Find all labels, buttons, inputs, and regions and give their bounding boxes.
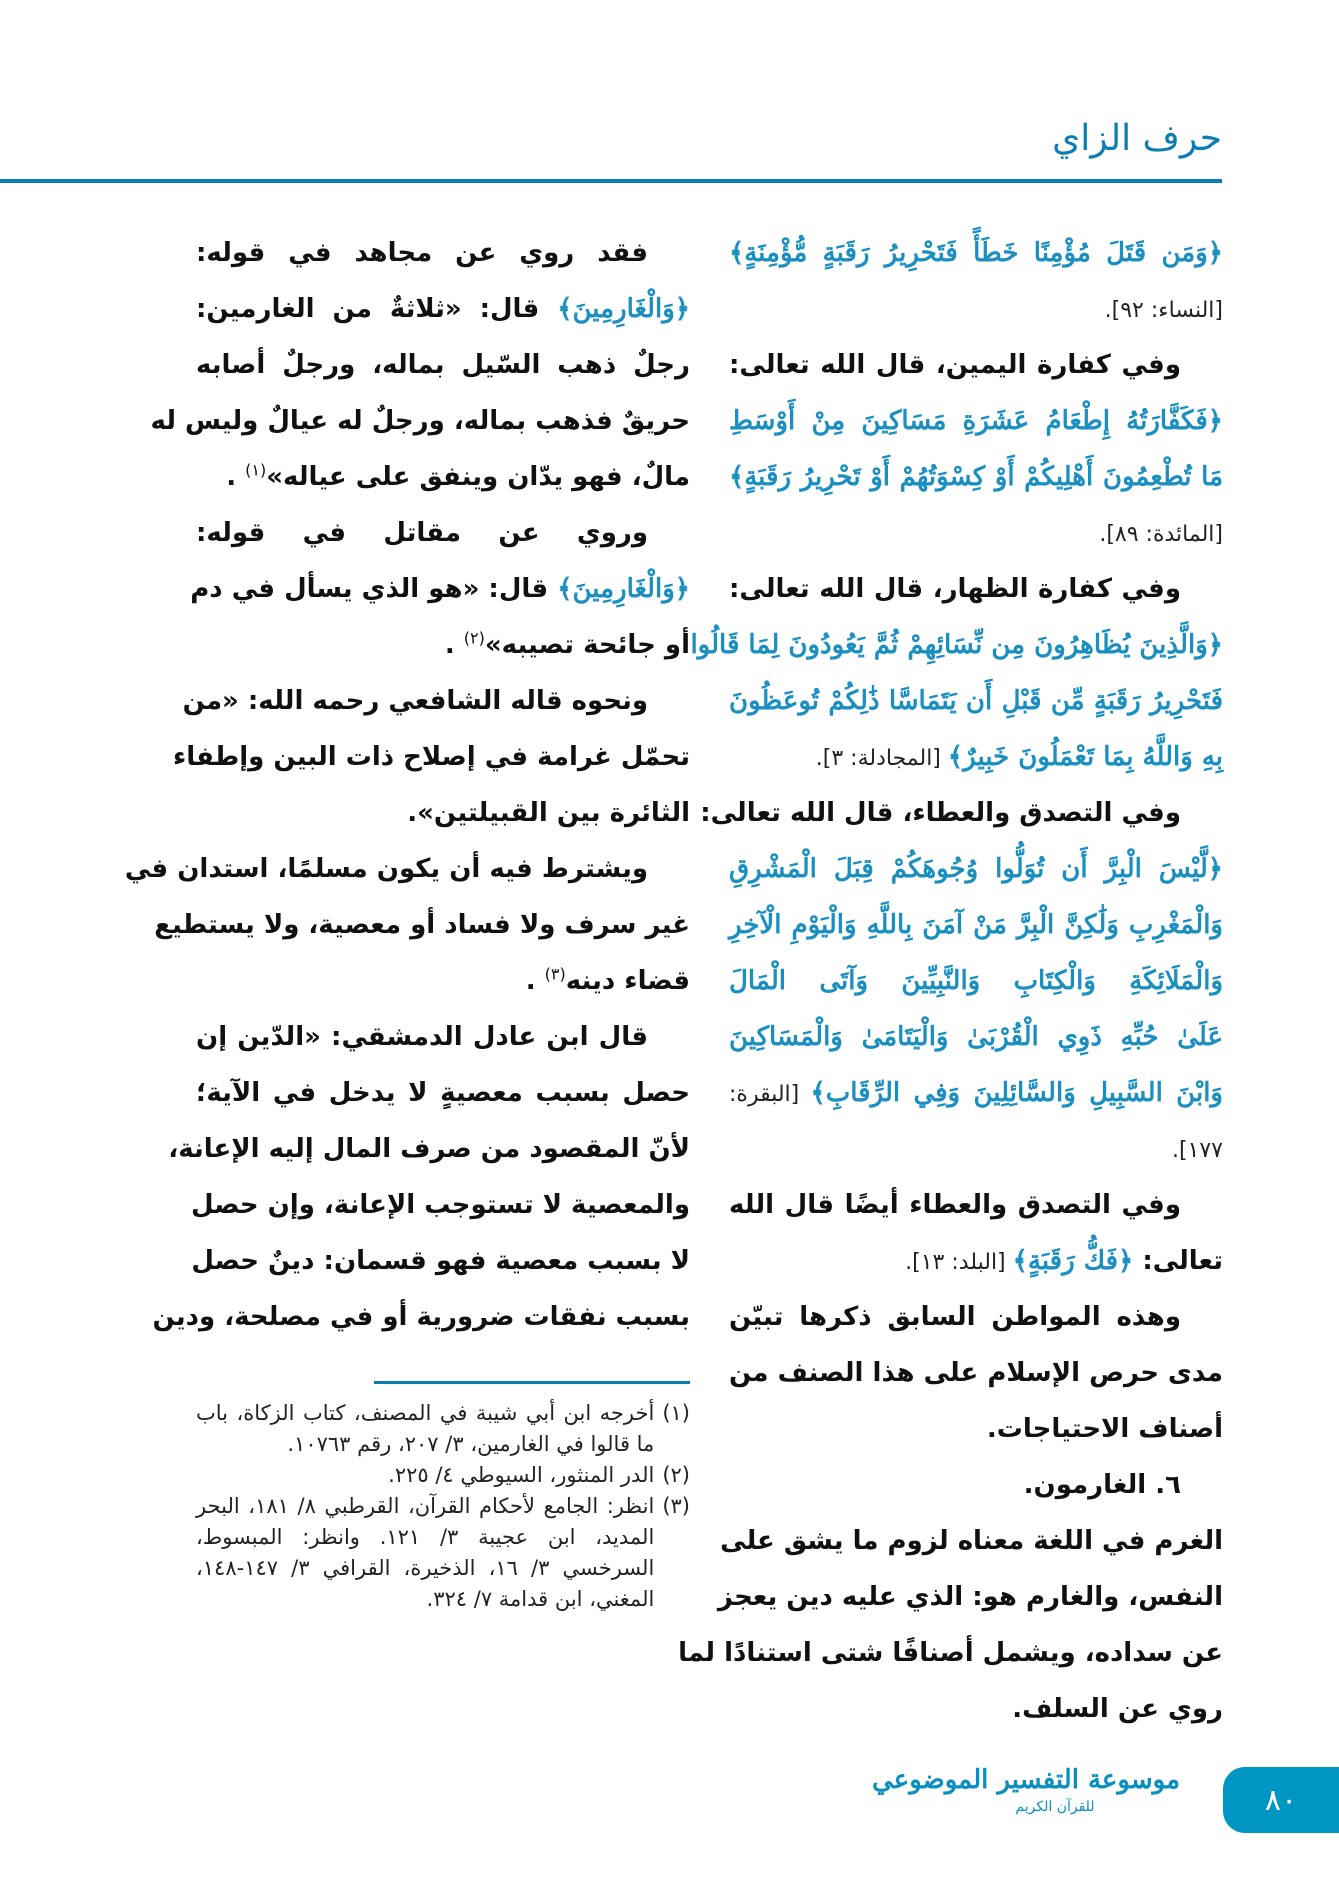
footnote-text: أخرجه ابن أبي شيبة في المصنف، كتاب الزكاة، باب ما قالوا في الغارمين، ٣/ ٢٠٧، رقم ١٠٧٦٣. (196, 1401, 655, 1456)
text-line (729, 1065, 1223, 1121)
text-line (729, 1177, 1223, 1233)
body-text: بسبب نفقات ضرورية أو في مصلحة، ودين (152, 1302, 690, 1332)
text-line (196, 225, 690, 281)
chapter-title: حرف الزاي (1052, 118, 1222, 159)
body-text: لا بسبب معصية فهو قسمان: دينٌ حصل (191, 1246, 690, 1276)
body-text: . (525, 966, 545, 996)
body-text: تعالى: (1133, 1246, 1223, 1276)
footnote (196, 1398, 690, 1460)
body-text: غير سرف ولا فساد أو معصية، ولا يستطيع (154, 910, 690, 940)
text-line (729, 393, 1223, 449)
verse-reference: [البقرة: (729, 1082, 811, 1107)
body-text: ويشترط فيه أن يكون مسلمًا، استدان في (124, 854, 648, 884)
text-line (182, 673, 690, 729)
footnote-marker[interactable]: (٣) (544, 964, 566, 984)
body-text: والمعصية لا تستوجب الإعانة، وإن حصل (191, 1190, 690, 1220)
text-line (678, 1625, 1223, 1681)
text-line (729, 1345, 1223, 1401)
body-text: وفي التصدق والعطاء، قال الله تعالى: (700, 798, 1181, 828)
text-line (729, 953, 1223, 1009)
text-line (196, 617, 690, 673)
text-line (729, 897, 1223, 953)
text-line (191, 1233, 690, 1289)
text-line (729, 1121, 1223, 1177)
verse-reference: [المجادلة: ٣]. (815, 746, 948, 771)
left-column (124, 225, 690, 1345)
body-text: قال: «هو الذي يسأل في دم (190, 574, 558, 604)
text-line (150, 393, 690, 449)
logo-title: موسوعة التفسير الموضوعي (872, 1765, 1180, 1795)
footnote-text: الدر المنثور، السيوطي ٤/ ٢٢٥. (388, 1463, 655, 1487)
body-text: قال ابن عادل الدمشقي: «الدّين إن (196, 1022, 648, 1052)
text-line (729, 337, 1223, 393)
text-line (700, 785, 1223, 841)
text-line (172, 729, 690, 785)
body-text: وفي التصدق والعطاء أيضًا قال الله (729, 1190, 1181, 1220)
text-line (196, 337, 690, 393)
text-line (124, 841, 690, 897)
text-line (729, 449, 1223, 505)
text-line (729, 1681, 1223, 1737)
footnotes (196, 1398, 690, 1615)
text-line (196, 785, 690, 841)
text-line (729, 505, 1223, 561)
logo-subtitle: للقرآن الكريم (1015, 1799, 1095, 1815)
body-text: مدى حرص الإسلام على هذا الصنف من (729, 1358, 1223, 1388)
text-line (168, 1121, 690, 1177)
text-line (152, 1289, 690, 1345)
quran-verse: ﴿فَكَفَّارَتُهُ إِطْعَامُ عَشَرَةِ مَسَاكِينَ مِنْ أَوْسَطِ (729, 406, 1223, 436)
quran-verse: ﴿وَمَن قَتَلَ مُؤْمِنًا خَطَأً فَتَحْرِيرُ رَقَبَةٍ مُّؤْمِنَةٍ﴾ (729, 238, 1223, 268)
text-line (196, 1009, 690, 1065)
page-number: ٨٠ (1264, 1782, 1298, 1818)
quran-verse: مَا تُطْعِمُونَ أَهْلِيكُمْ أَوْ كِسْوَتُهُمْ أَوْ تَحْرِيرُ رَقَبَةٍ﴾ (729, 462, 1223, 492)
body-text: . (226, 462, 246, 492)
body-text: الثائرة بين القبيلتين». (407, 798, 690, 828)
quran-verse: ﴿وَالْغَارِمِينَ﴾ (557, 574, 690, 604)
text-line (720, 1513, 1223, 1569)
body-text: روي عن السلف. (1012, 1694, 1223, 1724)
body-text: وهذه المواطن السابق ذكرها تبيّن (729, 1302, 1181, 1332)
text-line (690, 617, 1223, 673)
text-line (729, 1233, 1223, 1289)
text-line (729, 1289, 1223, 1345)
text-line (729, 673, 1223, 729)
body-text: عن سداده، ويشمل أصنافًا شتى استنادًا لما (678, 1638, 1223, 1668)
footnote-number: (٢) (662, 1463, 690, 1487)
text-line (729, 729, 1223, 785)
text-line (196, 1065, 690, 1121)
body-text: وفي كفارة الظهار، قال الله تعالى: (729, 574, 1181, 604)
body-text: ونحوه قاله الشافعي رحمه الله: «من (182, 686, 648, 716)
body-text: وفي كفارة اليمين، قال الله تعالى: (729, 350, 1181, 380)
quran-verse: فَتَحْرِيرُ رَقَبَةٍ مِّن قَبْلِ أَن يَتَمَاسَّا ذَٰلِكُمْ تُوعَظُونَ (729, 686, 1223, 716)
body-text: . (444, 630, 464, 660)
footnote (196, 1491, 690, 1615)
footnote-divider (374, 1381, 690, 1384)
body-text: رجلٌ ذهب السّيل بماله، ورجلٌ أصابه (196, 350, 690, 380)
body-text: أو جائحة تصيبه» (484, 630, 690, 660)
page-number-badge (1223, 1767, 1339, 1833)
quran-verse: ﴿فَكُّ رَقَبَةٍ﴾ (1012, 1246, 1134, 1276)
text-line (196, 281, 690, 337)
text-line (729, 841, 1223, 897)
body-text: قضاء دينه (565, 966, 690, 996)
body-text: وروي عن مقاتل في قوله: (196, 518, 648, 548)
quran-verse: ﴿وَالَّذِينَ يُظَاهِرُونَ مِن نِّسَائِهِمْ ثُمَّ يَعُودُونَ لِمَا قَالُوا (690, 630, 1223, 660)
body-text: أصناف الاحتياجات. (986, 1414, 1223, 1444)
text-line (190, 561, 690, 617)
footnote-text: انظر: الجامع لأحكام القرآن، القرطبي ٨/ ١٨١، البحر المديد، ابن عجيبة ٣/ ١٢١. وانظر: المبسوط، السرخسي ٣/ ١٦، الذخيرة، القرافي ٣/ ١٤٧-١٤٨، المغني، ابن قدامة ٧/ ٣٢٤. (196, 1494, 655, 1611)
quran-verse: وَالْمَلَائِكَةِ وَالْكِتَابِ وَالنَّبِيِّينَ وَآتَى الْمَالَ (729, 966, 1223, 996)
text-line (729, 1457, 1223, 1513)
body-text: قال: «ثلاثةٌ من الغارمين: (196, 294, 558, 324)
encyclopedia-logo (872, 1762, 1180, 1816)
text-line (729, 1401, 1223, 1457)
text-line (729, 281, 1223, 337)
text-line (729, 225, 1223, 281)
text-line (154, 897, 690, 953)
footnote-marker[interactable]: (٢) (463, 628, 485, 648)
right-column (678, 225, 1223, 1737)
verse-reference: [النساء: ٩٢]. (1104, 298, 1223, 323)
body-text: الغرم في اللغة معناه لزوم ما يشق على (720, 1526, 1223, 1556)
text-line (191, 1177, 690, 1233)
body-text: مالٌ، فهو يدّان وينفق على عياله» (266, 462, 690, 492)
quran-verse: ﴿لَّيْسَ الْبِرَّ أَن تُوَلُّوا وُجُوهَكُمْ قِبَلَ الْمَشْرِقِ (729, 854, 1223, 884)
footnote-number: (٣) (662, 1494, 690, 1518)
text-line (196, 953, 690, 1009)
quran-verse: وَالْمَغْرِبِ وَلَٰكِنَّ الْبِرَّ مَنْ آمَنَ بِاللَّهِ وَالْيَوْمِ الْآخِرِ (729, 910, 1223, 940)
quran-verse: ﴿وَالْغَارِمِينَ﴾ (557, 294, 690, 324)
text-line (196, 449, 690, 505)
footnote-marker[interactable]: (١) (245, 460, 267, 480)
verse-reference: ١٧٧]. (1171, 1138, 1223, 1163)
text-line (196, 505, 690, 561)
body-text: النفس، والغارم هو: الذي عليه دين يعجز (717, 1582, 1223, 1612)
body-text: فقد روي عن مجاهد في قوله: (196, 238, 648, 268)
footnote-number: (١) (662, 1401, 690, 1425)
body-text: تحمّل غرامة في إصلاح ذات البين وإطفاء (172, 742, 690, 772)
footnote (196, 1460, 690, 1491)
quran-verse: بِهِ وَاللَّهُ بِمَا تَعْمَلُونَ خَبِيرٌ﴾ (947, 742, 1223, 772)
body-text: لأنّ المقصود من صرف المال إليه الإعانة، (168, 1134, 690, 1164)
text-line (717, 1569, 1223, 1625)
body-text: ٦. الغارمون. (1023, 1470, 1181, 1500)
quran-verse: وَابْنَ السَّبِيلِ وَالسَّائِلِينَ وَفِي الرِّقَابِ﴾ (810, 1078, 1223, 1108)
text-line (729, 561, 1223, 617)
body-text: حصل بسبب معصيةٍ لا يدخل في الآية؛ (196, 1078, 690, 1108)
verse-reference: [البلد: ١٣]. (905, 1250, 1013, 1275)
header-divider (0, 179, 1222, 183)
quran-verse: عَلَىٰ حُبِّهِ ذَوِي الْقُرْبَىٰ وَالْيَتَامَىٰ وَالْمَسَاكِينَ (729, 1022, 1223, 1052)
body-text: حريقٌ فذهب بماله، ورجلٌ له عيالٌ وليس له (150, 406, 690, 436)
text-line (729, 1009, 1223, 1065)
verse-reference: [المائدة: ٨٩]. (1099, 522, 1223, 547)
